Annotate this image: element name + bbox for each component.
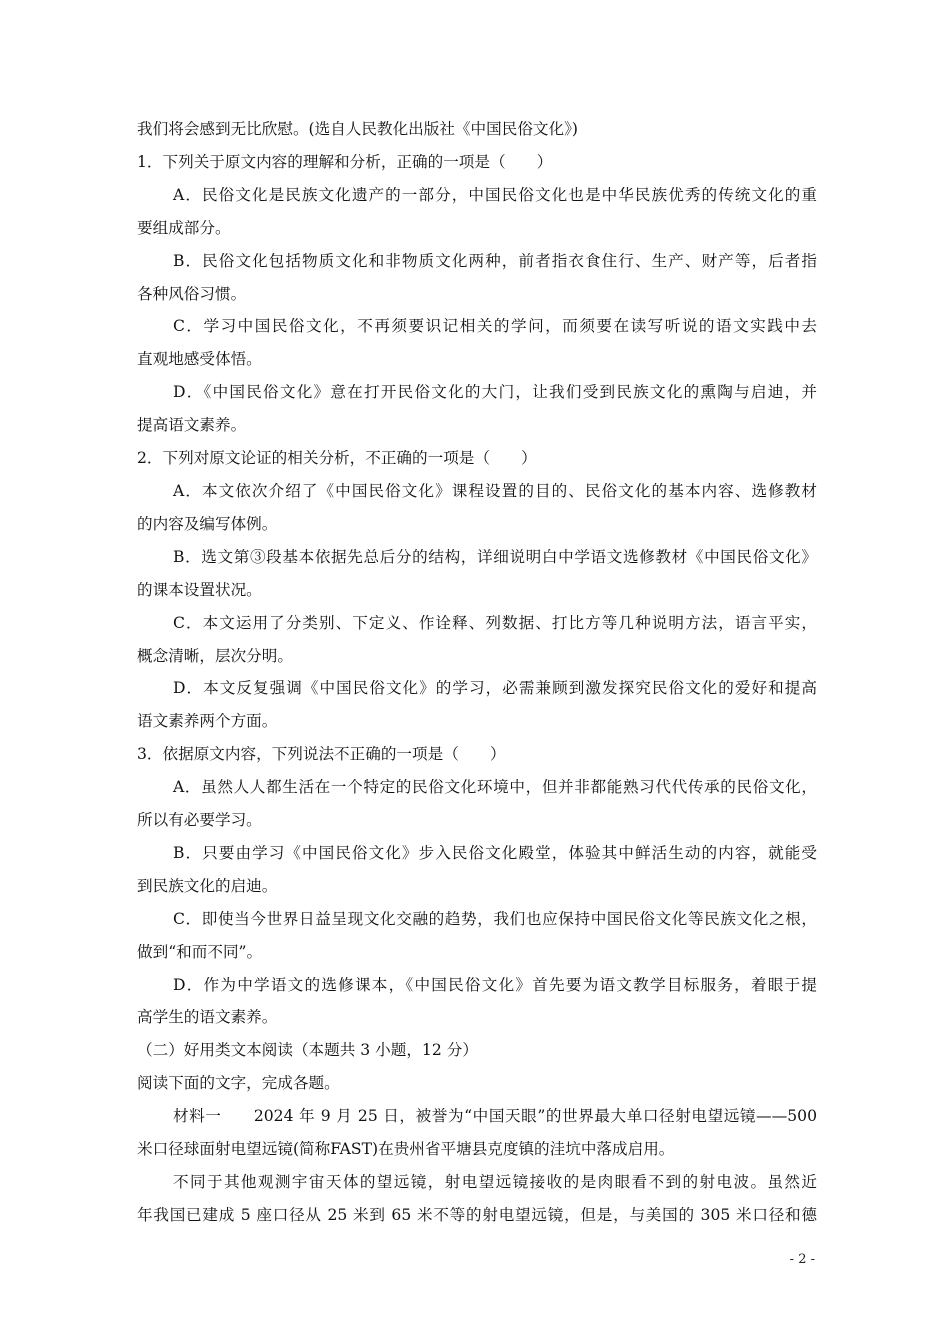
question-3-option-b: B．只要由学习《中国民俗文化》步入民俗文化殿堂，体验其中鲜活生动的内容，就能受 [173, 843, 817, 862]
question-2-option-d: D．本文反复强调《中国民俗文化》的学习，必需兼顾到激发探究民俗文化的爱好和提高 [173, 679, 817, 698]
text-line: 米口径球面射电望远镜(简称FAST)在贵州省平塘县克度镇的洼坑中落成启用。 [137, 1140, 675, 1159]
text-line: 直观地感受体悟。 [137, 350, 262, 369]
question-1-option-a: A．民俗文化是民族文化遗产的一部分，中国民俗文化也是中华民族优秀的传统文化的重 [173, 185, 817, 204]
text-line: 要组成部分。 [137, 218, 231, 237]
question-2-stem: 2．下列对原文论证的相关分析，不正确的一项是（ ） [137, 449, 537, 468]
page-number: - 2 - [789, 1252, 815, 1267]
text-line: 到民族文化的启迪。 [137, 876, 278, 895]
question-1-option-c: C．学习中国民俗文化，不再须要识记相关的学问，而须要在读写听说的语文实践中去 [173, 317, 817, 336]
question-1-stem: 1．下列关于原文内容的理解和分析，正确的一项是（ ） [137, 152, 553, 171]
text-line: 年我国已建成 5 座口径从 25 米到 65 米不等的射电望远镜，但是，与美国的 305 米口径和德 [137, 1205, 817, 1224]
document-body [137, 113, 817, 1232]
text-line: 所以有必要学习。 [137, 811, 262, 830]
instruction-line: 阅读下面的文字，完成各题。 [137, 1074, 340, 1093]
text-line: 概念清晰，层次分明。 [137, 646, 293, 665]
question-1-option-b: B．民俗文化包括物质文化和非物质文化两种，前者指衣食住行、生产、财产等，后者指 [173, 251, 817, 270]
text-line: 做到“和而不同”。 [137, 942, 263, 961]
paragraph-line: 不同于其他观测宇宙天体的望远镜，射电望远镜接收的是肉眼看不到的射电波。虽然近 [173, 1173, 817, 1191]
question-3-option-a: A．虽然人人都生活在一个特定的民俗文化环境中，但并非都能熟习代代传承的民俗文化， [173, 778, 817, 797]
text-line: 的课本设置状况。 [137, 580, 262, 599]
text-line: 高学生的语文素养。 [137, 1008, 278, 1027]
question-2-option-a: A．本文依次介绍了《中国民俗文化》课程设置的目的、民俗文化的基本内容、选修教材 [173, 481, 817, 500]
section-heading: （二）好用类文本阅读（本题共 3 小题，12 分） [137, 1041, 478, 1060]
text-line: 我们将会感到无比欣慰。(选自人民教化出版社《中国民俗文化》) [137, 120, 578, 138]
question-3-stem: 3．依据原文内容，下列说法不正确的一项是（ ） [137, 745, 506, 764]
text-line: 语文素养两个方面。 [137, 712, 278, 731]
question-3-option-d: D．作为中学语文的选修课本，《中国民俗文化》首先要为语文教学目标服务，着眼于提 [173, 975, 817, 994]
question-3-option-c: C．即使当今世界日益呈现文化交融的趋势，我们也应保持中国民俗文化等民族文化之根， [173, 909, 817, 928]
text-line: 各种风俗习惯。 [137, 284, 247, 303]
material-1-line: 材料一 2024 年 9 月 25 日，被誉为“中国天眼”的世界最大单口径射电望远镜——500 [173, 1107, 817, 1126]
text-line: 的内容及编写体例。 [137, 514, 278, 533]
text-line: 提高语文素养。 [137, 416, 247, 435]
question-1-option-d: D．《中国民俗文化》意在打开民俗文化的大门，让我们受到民族文化的熏陶与启迪，并 [173, 383, 817, 402]
question-2-option-b: B．选文第③段基本依据先总后分的结构，详细说明白中学语文选修教材《中国民俗文化》 [173, 547, 817, 566]
question-2-option-c: C．本文运用了分类别、下定义、作诠释、列数据、打比方等几种说明方法，语言平实， [173, 613, 817, 632]
